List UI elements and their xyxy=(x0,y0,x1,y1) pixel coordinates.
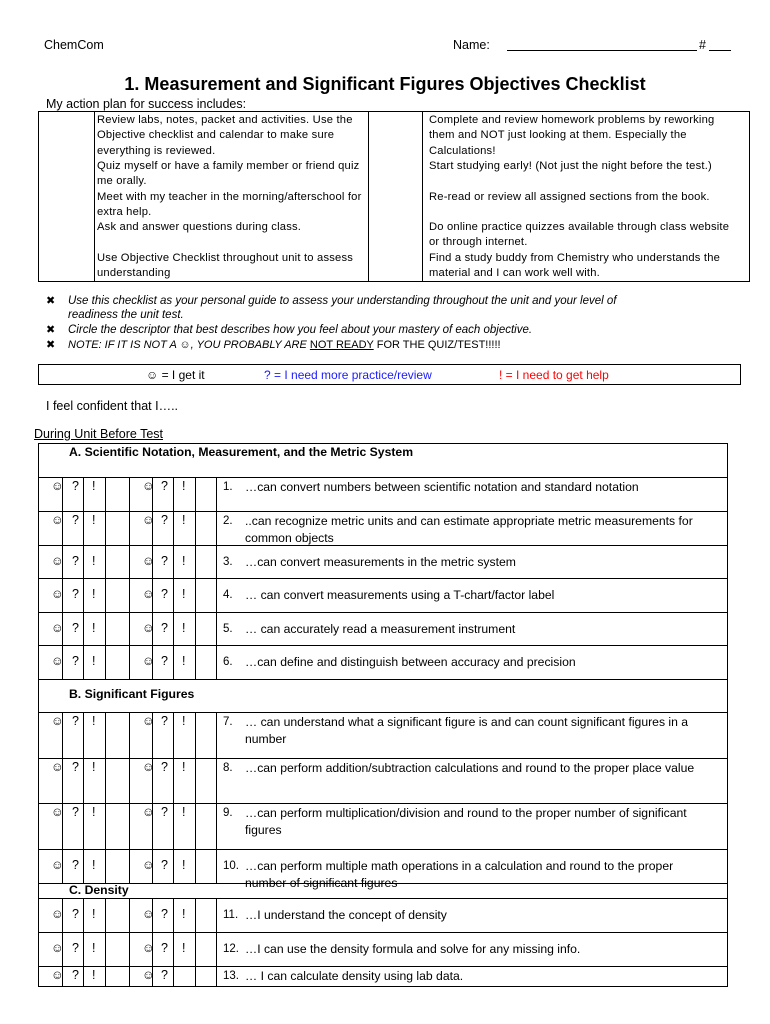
objective-number: 10. xyxy=(223,860,239,872)
during-smiley[interactable]: ☺ xyxy=(51,479,64,493)
column-divider xyxy=(83,511,84,545)
during-exclaim[interactable]: ! xyxy=(92,554,96,568)
during-exclaim[interactable]: ! xyxy=(92,907,96,921)
objective-number: 5. xyxy=(223,623,233,635)
column-divider xyxy=(83,758,84,803)
column-divider xyxy=(195,932,196,966)
note-text: NOTE: IF IT IS NOT A ☺, YOU PROBABLY ARE xyxy=(68,339,310,351)
x-mark-icon: ✖ xyxy=(46,324,56,336)
column-divider xyxy=(173,511,174,545)
column-divider xyxy=(105,511,106,545)
column-divider xyxy=(216,966,217,987)
legend-box xyxy=(38,364,741,385)
column-divider xyxy=(105,966,106,987)
number-label: # xyxy=(699,38,706,52)
objective-text: …I understand the concept of density xyxy=(245,908,447,922)
before-question[interactable]: ? xyxy=(161,968,168,982)
before-exclaim[interactable]: ! xyxy=(182,587,186,601)
before-question[interactable]: ? xyxy=(161,587,168,601)
column-divider xyxy=(216,849,217,883)
before-smiley[interactable]: ☺ xyxy=(142,941,155,955)
name-field-line[interactable] xyxy=(507,50,697,51)
during-exclaim[interactable]: ! xyxy=(92,714,96,728)
bullet-text: readiness the unit test. xyxy=(68,309,184,321)
legend-practice: ? = I need more practice/review xyxy=(264,368,432,382)
row-divider xyxy=(39,758,727,759)
objective-number: 8. xyxy=(223,762,233,774)
column-divider xyxy=(83,966,84,987)
row-divider xyxy=(39,545,727,546)
during-exclaim[interactable]: ! xyxy=(92,513,96,527)
confident-label: I feel confident that I….. xyxy=(46,399,179,413)
row-divider xyxy=(39,511,727,512)
before-smiley[interactable]: ☺ xyxy=(142,513,155,527)
during-question[interactable]: ? xyxy=(72,907,79,921)
column-divider xyxy=(195,545,196,578)
before-exclaim[interactable]: ! xyxy=(182,479,186,493)
action-plan-intro: My action plan for success includes: xyxy=(46,97,247,111)
before-smiley[interactable]: ☺ xyxy=(142,805,155,819)
objectives-table xyxy=(38,443,728,987)
during-question[interactable]: ? xyxy=(72,760,79,774)
during-question[interactable]: ? xyxy=(72,805,79,819)
plan-left-1: Review labs, notes, packet and activities. Use the Objective checklist and calendar to make sure everything is reviewed. xyxy=(97,114,353,157)
column-divider xyxy=(105,645,106,679)
row-divider xyxy=(39,849,727,850)
plan-right-4: Do online practice quizzes available through class website or through internet. xyxy=(429,221,730,249)
objective-number: 11. xyxy=(223,909,239,921)
column-divider xyxy=(83,645,84,679)
before-exclaim[interactable]: ! xyxy=(182,907,186,921)
column-divider xyxy=(129,849,130,883)
section-heading: B. Significant Figures xyxy=(69,687,195,701)
column-divider xyxy=(105,758,106,803)
column-divider xyxy=(83,898,84,932)
column-divider xyxy=(83,932,84,966)
column-divider xyxy=(195,477,196,511)
row-divider xyxy=(39,803,727,804)
during-question[interactable]: ? xyxy=(72,554,79,568)
column-divider xyxy=(195,966,196,987)
during-question[interactable]: ? xyxy=(72,621,79,635)
before-smiley[interactable]: ☺ xyxy=(142,621,155,635)
objective-number: 6. xyxy=(223,656,233,668)
x-mark-icon: ✖ xyxy=(46,295,56,307)
not-ready-text: NOT READY xyxy=(309,339,374,351)
before-exclaim[interactable]: ! xyxy=(182,805,186,819)
before-exclaim[interactable]: ! xyxy=(182,554,186,568)
row-divider xyxy=(39,883,727,884)
column-divider xyxy=(105,932,106,966)
before-exclaim[interactable]: ! xyxy=(182,654,186,668)
during-smiley[interactable]: ☺ xyxy=(51,654,64,668)
column-divider xyxy=(195,578,196,612)
column-divider xyxy=(216,511,217,545)
column-divider xyxy=(105,898,106,932)
column-divider xyxy=(216,758,217,803)
objective-number: 13. xyxy=(223,970,239,982)
before-exclaim[interactable]: ! xyxy=(182,941,186,955)
before-smiley[interactable]: ☺ xyxy=(142,587,155,601)
objective-number: 4. xyxy=(223,589,233,601)
column-divider xyxy=(105,803,106,849)
objective-text: …can perform addition/subtraction calculations and round to the proper place value xyxy=(245,761,695,775)
objective-text: … can convert measurements using a T-chart/factor label xyxy=(245,588,555,602)
during-exclaim[interactable]: ! xyxy=(92,858,96,872)
bullet-text: Circle the descriptor that best describes how you feel about your mastery of each objective. xyxy=(68,324,533,336)
column-divider xyxy=(173,645,174,679)
during-exclaim[interactable]: ! xyxy=(92,760,96,774)
during-smiley[interactable]: ☺ xyxy=(51,587,64,601)
during-question[interactable]: ? xyxy=(72,858,79,872)
before-question[interactable]: ? xyxy=(161,907,168,921)
during-smiley[interactable]: ☺ xyxy=(51,714,64,728)
before-question[interactable]: ? xyxy=(161,479,168,493)
before-exclaim[interactable]: ! xyxy=(182,513,186,527)
column-divider xyxy=(216,712,217,758)
during-question[interactable]: ? xyxy=(72,654,79,668)
objective-number: 3. xyxy=(223,556,233,568)
column-divider xyxy=(83,612,84,645)
before-question[interactable]: ? xyxy=(161,621,168,635)
row-divider xyxy=(39,578,727,579)
before-question[interactable]: ? xyxy=(161,858,168,872)
column-divider xyxy=(173,712,174,758)
column-divider xyxy=(216,898,217,932)
column-divider xyxy=(129,966,130,987)
plan-right-5: Find a study buddy from Chemistry who understands the material and I can work well with. xyxy=(429,252,721,280)
during-smiley[interactable]: ☺ xyxy=(51,941,64,955)
before-question[interactable]: ? xyxy=(161,760,168,774)
before-smiley[interactable]: ☺ xyxy=(142,858,155,872)
section-heading: C. Density xyxy=(69,883,129,897)
section-heading: A. Scientific Notation, Measurement, and the Metric System xyxy=(69,445,414,459)
column-divider xyxy=(105,712,106,758)
column-divider xyxy=(173,758,174,803)
before-exclaim[interactable]: ! xyxy=(182,858,186,872)
column-divider xyxy=(173,612,174,645)
column-divider xyxy=(105,545,106,578)
column-divider xyxy=(195,758,196,803)
column-divider xyxy=(216,932,217,966)
column-divider xyxy=(195,712,196,758)
before-question[interactable]: ? xyxy=(161,714,168,728)
column-divider xyxy=(195,898,196,932)
column-divider xyxy=(129,545,130,578)
bullet-note xyxy=(68,338,501,353)
column-divider xyxy=(129,932,130,966)
column-divider xyxy=(83,849,84,883)
objective-text: … I can calculate density using lab data. xyxy=(245,969,464,983)
before-smiley[interactable]: ☺ xyxy=(142,907,155,921)
during-exclaim[interactable]: ! xyxy=(92,654,96,668)
column-divider xyxy=(129,612,130,645)
columns-label: During Unit Before Test xyxy=(34,427,163,441)
column-divider xyxy=(129,578,130,612)
during-exclaim[interactable]: ! xyxy=(92,587,96,601)
before-smiley[interactable]: ☺ xyxy=(142,968,155,982)
during-question[interactable]: ? xyxy=(72,968,79,982)
row-divider xyxy=(39,477,727,478)
column-divider xyxy=(195,849,196,883)
objective-text: …can convert numbers between scientific notation and standard notation xyxy=(245,480,639,494)
column-divider xyxy=(195,645,196,679)
objective-text: …can perform multiple math operations in a calculation and round to the proper number of significant figures xyxy=(245,859,674,890)
during-question[interactable]: ? xyxy=(72,941,79,955)
x-mark-icon: ✖ xyxy=(46,339,56,351)
column-divider xyxy=(195,803,196,849)
plan-left-4: Ask and answer questions during class. xyxy=(97,221,302,233)
objective-text: … can understand what a significant figure is and can count significant figures in a number xyxy=(245,715,689,746)
column-divider xyxy=(173,545,174,578)
column-divider xyxy=(129,477,130,511)
before-question[interactable]: ? xyxy=(161,513,168,527)
plan-right-1: Complete and review homework problems by reworking them and NOT just looking at them. Especially the Calculations! xyxy=(429,114,715,157)
number-field-line[interactable] xyxy=(709,50,731,51)
column-divider xyxy=(83,712,84,758)
row-divider xyxy=(39,898,727,899)
before-exclaim[interactable]: ! xyxy=(182,760,186,774)
column-divider xyxy=(173,803,174,849)
column-divider xyxy=(216,612,217,645)
row-divider xyxy=(39,645,727,646)
during-smiley[interactable]: ☺ xyxy=(51,858,64,872)
plan-left-3: Meet with my teacher in the morning/afterschool for extra help. xyxy=(97,191,362,219)
before-question[interactable]: ? xyxy=(161,941,168,955)
during-smiley[interactable]: ☺ xyxy=(51,805,64,819)
during-question[interactable]: ? xyxy=(72,513,79,527)
course-label: ChemCom xyxy=(44,38,104,52)
column-divider xyxy=(216,477,217,511)
column-divider xyxy=(195,511,196,545)
page-title: 1. Measurement and Significant Figures Objectives Checklist xyxy=(124,74,646,94)
column-divider xyxy=(129,898,130,932)
column-divider xyxy=(105,578,106,612)
during-smiley[interactable]: ☺ xyxy=(51,968,64,982)
name-label: Name: xyxy=(453,38,490,52)
during-smiley[interactable]: ☺ xyxy=(51,513,64,527)
before-smiley[interactable]: ☺ xyxy=(142,479,155,493)
column-divider xyxy=(129,803,130,849)
column-divider xyxy=(83,803,84,849)
objective-text: …can perform multiplication/division and round to the proper number of significant figures xyxy=(245,806,687,837)
row-divider xyxy=(39,932,727,933)
during-smiley[interactable]: ☺ xyxy=(51,907,64,921)
during-exclaim[interactable]: ! xyxy=(92,941,96,955)
before-exclaim[interactable]: ! xyxy=(182,714,186,728)
column-divider xyxy=(129,712,130,758)
column-divider xyxy=(105,849,106,883)
column-divider xyxy=(173,849,174,883)
column-divider xyxy=(83,477,84,511)
plan-right-2: Start studying early! (Not just the night before the test.) xyxy=(429,160,712,172)
objective-number: 2. xyxy=(223,515,233,527)
column-divider xyxy=(129,645,130,679)
objective-number: 9. xyxy=(223,807,233,819)
note-end-text: FOR THE QUIZ/TEST!!!!! xyxy=(373,339,501,351)
before-question[interactable]: ? xyxy=(161,554,168,568)
column-divider xyxy=(83,545,84,578)
row-divider xyxy=(39,966,727,967)
before-smiley[interactable]: ☺ xyxy=(142,654,155,668)
objective-number: 1. xyxy=(223,481,233,493)
objective-number: 7. xyxy=(223,716,233,728)
objective-text: … can accurately read a measurement instrument xyxy=(245,622,516,636)
during-question[interactable]: ? xyxy=(72,587,79,601)
objective-text: …can define and distinguish between accuracy and precision xyxy=(245,655,576,669)
column-divider xyxy=(173,966,174,987)
column-divider xyxy=(129,758,130,803)
column-divider xyxy=(173,477,174,511)
column-divider xyxy=(173,578,174,612)
objective-number: 12. xyxy=(223,943,239,955)
row-divider xyxy=(39,712,727,713)
during-smiley[interactable]: ☺ xyxy=(51,621,64,635)
column-divider xyxy=(216,645,217,679)
during-exclaim[interactable]: ! xyxy=(92,479,96,493)
column-divider xyxy=(83,578,84,612)
column-divider xyxy=(216,545,217,578)
column-divider xyxy=(195,612,196,645)
column-divider xyxy=(105,612,106,645)
objective-text: …can convert measurements in the metric system xyxy=(245,555,516,569)
legend-help: ! = I need to get help xyxy=(499,368,609,382)
before-smiley[interactable]: ☺ xyxy=(142,760,155,774)
objective-text: …I can use the density formula and solve for any missing info. xyxy=(245,942,581,956)
plan-right-3: Re-read or review all assigned sections from the book. xyxy=(429,191,710,203)
row-divider xyxy=(39,612,727,613)
before-smiley[interactable]: ☺ xyxy=(142,714,155,728)
before-exclaim[interactable]: ! xyxy=(182,621,186,635)
column-divider xyxy=(216,803,217,849)
during-exclaim[interactable]: ! xyxy=(92,968,96,982)
objective-text: ..can recognize metric units and can estimate appropriate metric measurements for common objects xyxy=(245,514,693,545)
column-divider xyxy=(105,477,106,511)
column-divider xyxy=(173,898,174,932)
column-divider xyxy=(129,511,130,545)
during-exclaim[interactable]: ! xyxy=(92,621,96,635)
during-exclaim[interactable]: ! xyxy=(92,805,96,819)
legend-get-it: ☺ = I get it xyxy=(146,368,205,382)
before-question[interactable]: ? xyxy=(161,654,168,668)
during-question[interactable]: ? xyxy=(72,714,79,728)
bullet-text: Use this checklist as your personal guide to assess your understanding throughout the unit and your level of xyxy=(68,295,617,307)
column-divider xyxy=(216,578,217,612)
before-smiley[interactable]: ☺ xyxy=(142,554,155,568)
plan-left-5: Use Objective Checklist throughout unit to assess understanding xyxy=(97,252,354,280)
action-plan-table xyxy=(38,111,750,282)
row-divider xyxy=(39,679,727,680)
plan-left-2: Quiz myself or have a family member or friend quiz me orally. xyxy=(97,160,360,188)
before-question[interactable]: ? xyxy=(161,805,168,819)
during-question[interactable]: ? xyxy=(72,479,79,493)
column-divider xyxy=(173,932,174,966)
during-smiley[interactable]: ☺ xyxy=(51,554,64,568)
during-smiley[interactable]: ☺ xyxy=(51,760,64,774)
